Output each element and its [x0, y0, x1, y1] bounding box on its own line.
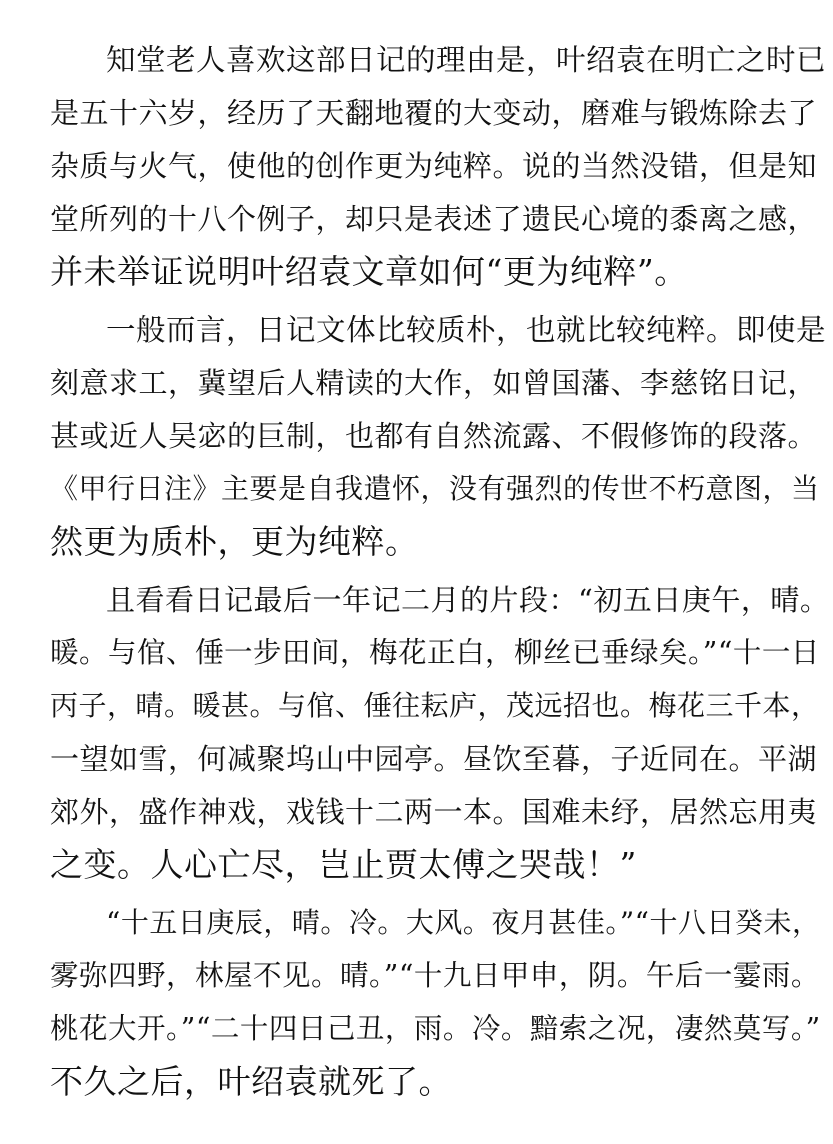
- text-line: 且看看日记最后一年记二月的片段：“初五日庚午，晴。: [106, 583, 830, 617]
- text-line: 暖。与倌、倕一步田间，梅花正白，柳丝已垂绿矣。”“十一日: [50, 636, 820, 669]
- text-line: 丙子，晴。暖甚。与倌、倕往耘庐，茂远招也。梅花三千本，: [50, 689, 820, 722]
- text-line: 是五十六岁，经历了天翻地覆的大变动，磨难与锻炼除去了: [50, 96, 818, 130]
- text-line: 《甲行日注》主要是自我遣怀，没有强烈的传世不朽意图，当: [50, 472, 820, 505]
- text-line: 不久之后，叶绍袁就死了。: [50, 1062, 452, 1101]
- text-line: 雾弥四野，林屋不见。晴。”“十九日甲申，阴。午后一霎雨。: [50, 959, 820, 992]
- text-line: 之变。人心亡尽，岂止贾太傅之哭哉！”: [50, 845, 637, 884]
- text-line: 并未举证说明叶绍袁文章如何“更为纯粹”。: [50, 252, 688, 291]
- text-line: 堂所列的十八个例子，却只是表述了遗民心境的黍离之感，: [50, 202, 818, 236]
- text-line: 甚或近人吴宓的巨制，也都有自然流露、不假修饰的段落。: [50, 419, 818, 453]
- text-line: 桃花大开。”“二十四日己丑，雨。冷。黯索之况，凄然莫写。”: [50, 1012, 821, 1045]
- text-line: 一般而言，日记文体比较质朴，也就比较纯粹。即使是: [106, 313, 827, 347]
- text-line: 知堂老人喜欢这部日记的理由是，叶绍袁在明亡之时已: [106, 43, 827, 77]
- text-line: 刻意求工，冀望后人精读的大作，如曾国藩、李慈铭日记，: [50, 366, 818, 400]
- text-line: 杂质与火气，使他的创作更为纯粹。说的当然没错，但是知: [50, 149, 818, 183]
- text-line: “十五日庚辰，晴。冷。大风。夜月甚佳。”“十八日癸未，: [106, 906, 821, 939]
- text-line: 然更为质朴，更为纯粹。: [50, 522, 419, 561]
- text-line: 一望如雪，何减聚坞山中园亭。昼饮至暮，子近同在。平湖: [50, 742, 818, 776]
- text-line: 郊外，盛作神戏，戏钱十二两一本。国难未纾，居然忘用夷: [50, 795, 818, 829]
